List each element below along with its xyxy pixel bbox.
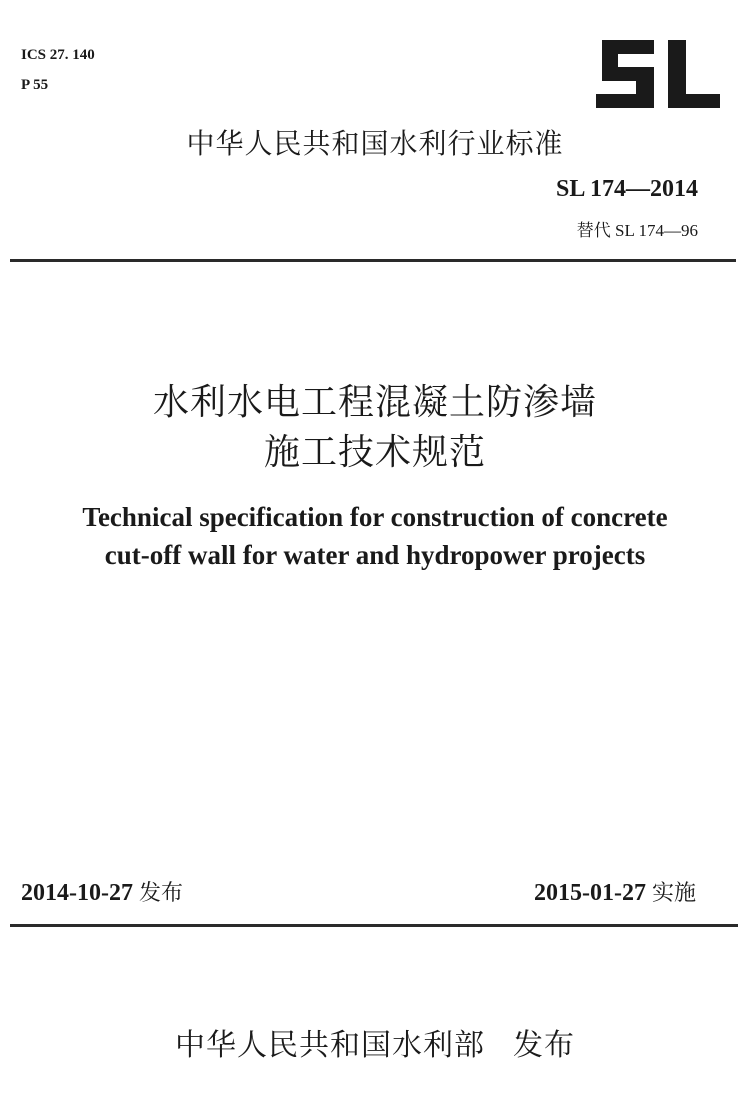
- ics-code: ICS 27. 140: [21, 47, 95, 63]
- title-chinese-line1: 水利水电工程混凝土防渗墙: [152, 382, 597, 423]
- implementation-date-value: 2015-01-27: [534, 880, 646, 906]
- sl-logo: [592, 36, 722, 112]
- implementation-date-label: 实施: [651, 881, 696, 906]
- title-english-line2: cut-off wall for water and hydropower projects: [104, 540, 646, 570]
- bottom-divider: [10, 924, 738, 927]
- publisher-name: 中华人民共和国水利部: [175, 1028, 485, 1063]
- publisher: [0, 1020, 750, 1064]
- issue-date-value: 2014-10-27: [21, 880, 133, 906]
- publish-label: 发布: [513, 1028, 575, 1063]
- issue-date: [21, 876, 183, 907]
- implementation-date: [534, 876, 696, 907]
- title-chinese-line2: 施工技术规范: [263, 432, 486, 473]
- classification-code: P 55: [21, 77, 49, 93]
- top-divider: [10, 259, 736, 262]
- issue-date-label: 发布: [138, 881, 183, 906]
- replaces-standard: 替代 SL 174—96: [576, 221, 698, 240]
- title-english-line1: Technical specification for construction of concrete: [82, 502, 668, 532]
- industry-standard-heading: 中华人民共和国水利行业标准: [186, 127, 564, 160]
- standard-number: SL 174—2014: [555, 176, 698, 202]
